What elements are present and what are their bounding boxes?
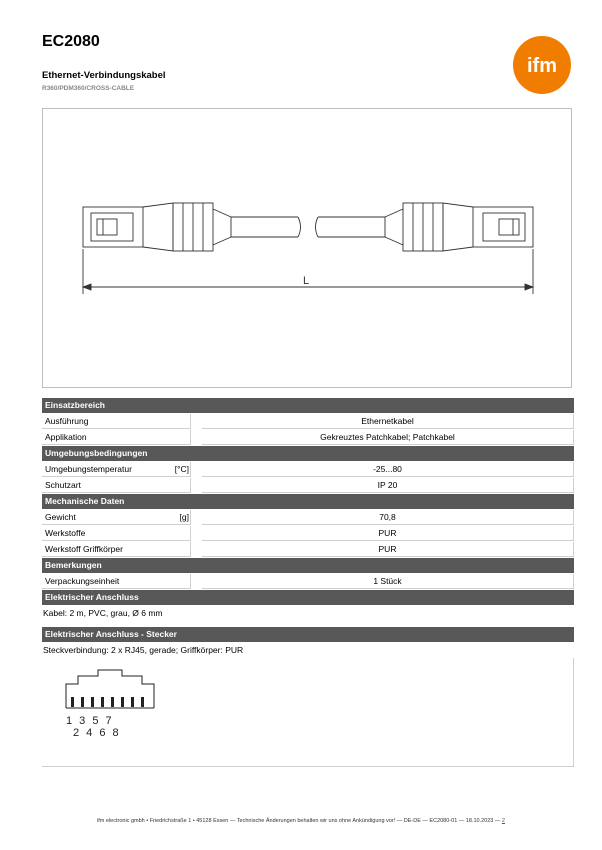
row-value: IP 20	[202, 478, 574, 493]
row-value: PUR	[202, 526, 574, 541]
row-value: 70,8	[202, 510, 574, 525]
row-label: Umgebungstemperatur	[45, 464, 132, 474]
plug-text: Steckverbindung: 2 x RJ45, gerade; Griffkörper: PUR	[43, 645, 244, 655]
spec-table	[42, 398, 574, 767]
article-code: R360/PDM360/CROSS-CABLE	[42, 85, 135, 92]
row-value: -25...80	[202, 462, 574, 477]
section-header-einsatzbereich: Einsatzbereich	[42, 398, 574, 413]
row-label: Werkstoffe	[45, 528, 86, 538]
row-label: Schutzart	[45, 480, 81, 490]
row-label: Ausführung	[45, 416, 89, 426]
page-footer	[0, 818, 602, 824]
section-header-umgebungsbedingungen: Umgebungsbedingungen	[42, 446, 574, 461]
section-header-bemerkungen: Bemerkungen	[42, 558, 574, 573]
row-label: Verpackungseinheit	[45, 576, 120, 586]
table-row	[42, 414, 574, 429]
row-value: 1 Stück	[202, 574, 574, 589]
section-header-stecker: Elektrischer Anschluss - Stecker	[42, 627, 574, 642]
cable-drawing	[42, 108, 572, 388]
section-header-elektrischer-anschluss: Elektrischer Anschluss	[42, 590, 574, 605]
row-label: Werkstoff Griffkörper	[45, 544, 123, 554]
row-label: Gewicht	[45, 512, 76, 522]
footer-text: ifm electronic gmbh • Friedrichstraße 1 • 45128 Essen — Technische Änderungen behalten wir uns ohne Ankündigung vor! — DE-DE — EC2080-01 — 18.10.2023 —	[97, 818, 501, 824]
table-row	[42, 542, 574, 557]
table-row	[42, 462, 574, 477]
row-value: PUR	[202, 542, 574, 557]
pin-numbers-bottom: 2 4 6 8	[73, 727, 121, 739]
row-value: Gekreuztes Patchkabel; Patchkabel	[202, 430, 574, 445]
product-title: EC2080	[42, 33, 100, 50]
row-value: Ethernetkabel	[202, 414, 574, 429]
table-row	[42, 510, 574, 525]
table-row	[42, 478, 574, 493]
ifm-logo	[512, 35, 572, 95]
electrical-text: Kabel: 2 m, PVC, grau, Ø 6 mm	[43, 608, 163, 618]
pinout-diagram	[42, 658, 574, 767]
row-unit: [g]	[179, 512, 189, 522]
logo-text: ifm	[527, 55, 557, 77]
section-header-mechanische-daten: Mechanische Daten	[42, 494, 574, 509]
table-row	[42, 430, 574, 445]
table-row	[42, 526, 574, 541]
dimension-label: L	[302, 275, 310, 287]
page-number-link[interactable]: 2	[501, 818, 505, 824]
row-unit: [°C]	[174, 464, 189, 474]
table-row	[42, 574, 574, 589]
row-label: Applikation	[45, 432, 87, 442]
pin-numbers-top: 1 3 5 7	[66, 715, 114, 727]
product-subtitle: Ethernet-Verbindungskabel	[42, 70, 166, 81]
